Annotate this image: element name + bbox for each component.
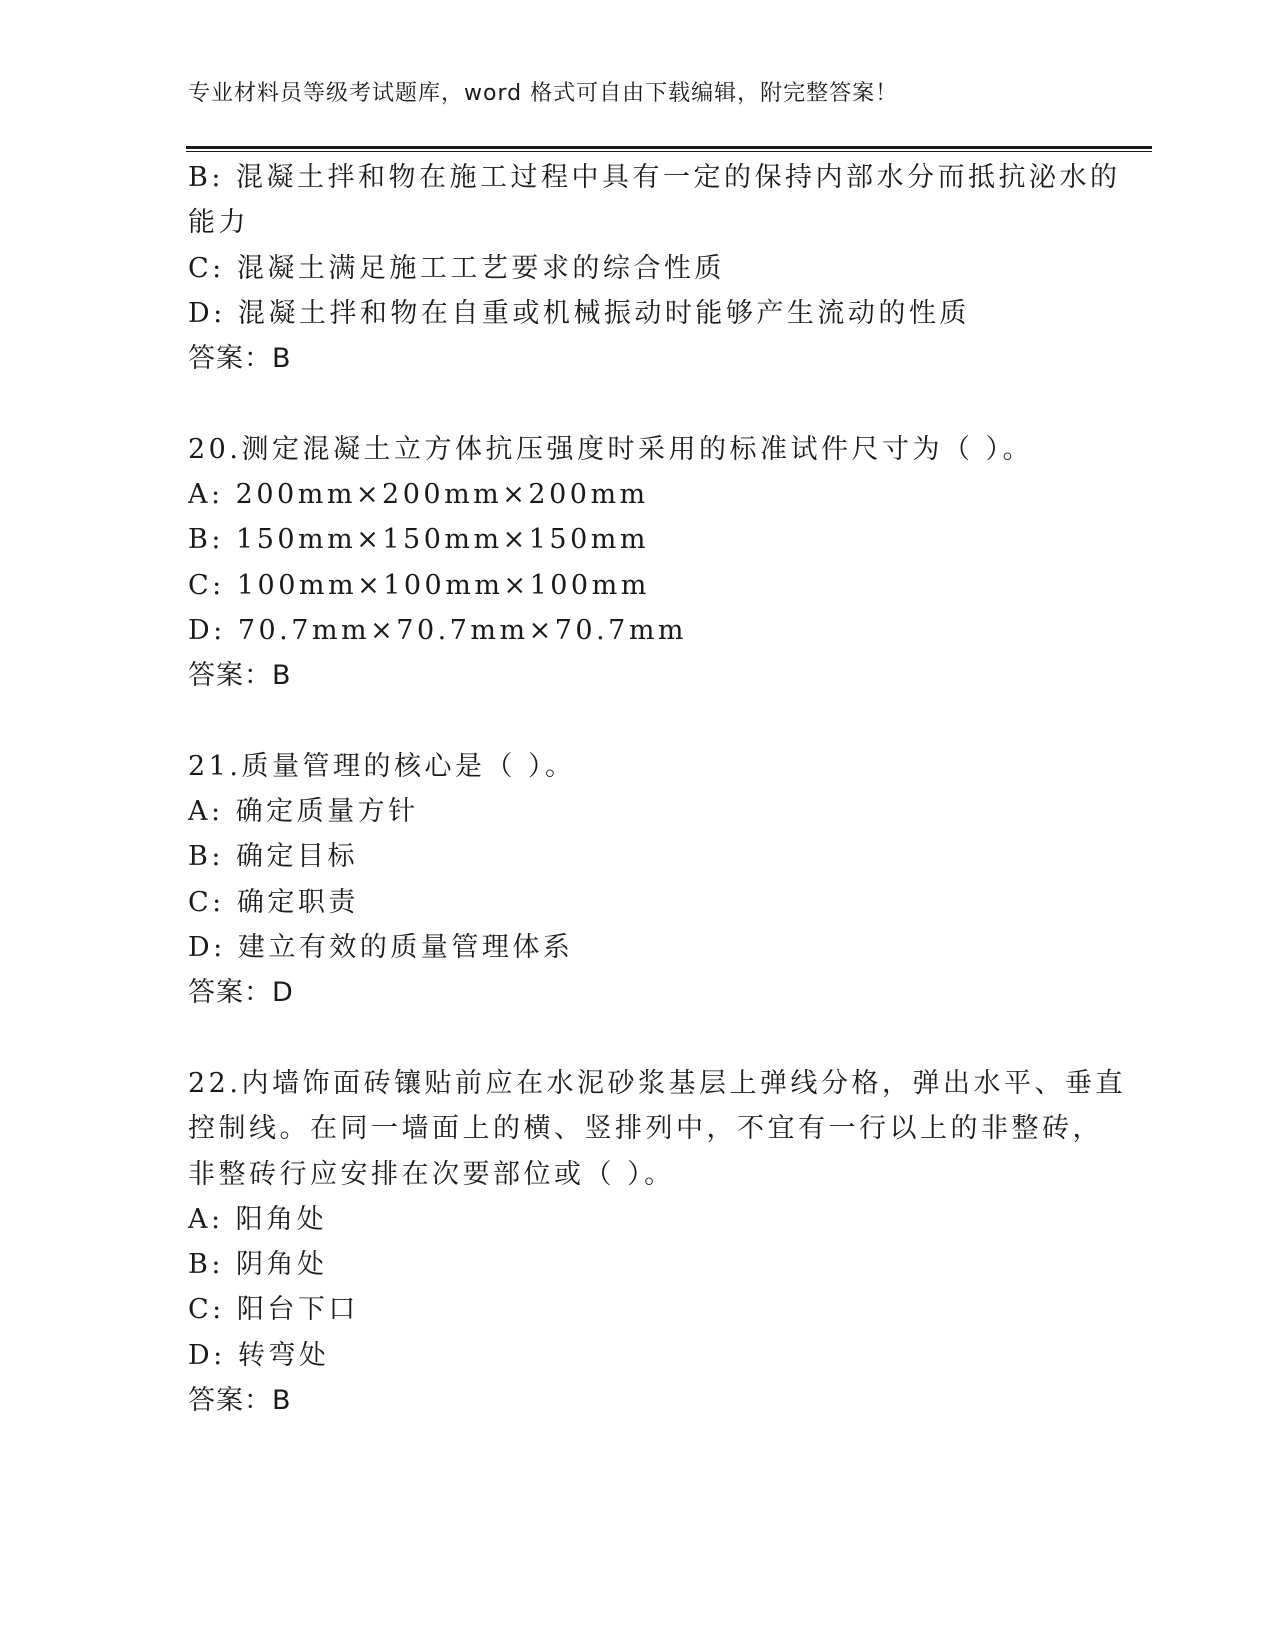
option-a: A: 阳角处 bbox=[188, 1203, 328, 1235]
option-a: A: 200mm×200mm×200mm bbox=[188, 479, 649, 511]
option-b: B: 阴角处 bbox=[188, 1249, 328, 1281]
question-block-19-continued bbox=[188, 155, 1121, 381]
option-d: D: 转弯处 bbox=[188, 1339, 330, 1371]
option-c: C: 100mm×100mm×100mm bbox=[188, 569, 650, 601]
option-b: B: 确定目标 bbox=[188, 841, 359, 873]
header-note: 专业材料员等级考试题库，word 格式可自由下载编辑，附完整答案！ bbox=[188, 81, 899, 106]
option-d: D: 70.7mm×70.7mm×70.7mm bbox=[188, 614, 688, 646]
answer-line: 答案：B bbox=[188, 660, 292, 692]
answer-line: 答案：B bbox=[188, 1385, 292, 1417]
option-b-line-2: 能力 bbox=[188, 207, 249, 239]
option-c: C: 混凝土满足施工工艺要求的综合性质 bbox=[188, 252, 725, 284]
option-b: B: 150mm×150mm×150mm bbox=[188, 524, 649, 556]
question-stem-line-3: 非整砖行应安排在次要部位或（ ）。 bbox=[188, 1158, 675, 1190]
question-block-20 bbox=[188, 427, 1088, 699]
question-stem: 20.测定混凝土立方体抗压强度时采用的标准试件尺寸为（ ）。 bbox=[188, 433, 1034, 465]
option-d: D: 建立有效的质量管理体系 bbox=[188, 932, 574, 964]
question-stem: 21.质量管理的核心是（ ）。 bbox=[188, 750, 576, 782]
header-divider bbox=[186, 146, 1152, 152]
question-stem-line-2: 控制线。在同一墙面上的横、竖排列中，不宜有一行以上的非整砖， bbox=[188, 1113, 1103, 1145]
option-b-line-1: B: 混凝土拌和物在施工过程中具有一定的保持内部水分而抵抗泌水的 bbox=[188, 162, 1121, 193]
option-c: C: 确定职责 bbox=[188, 886, 359, 918]
question-block-21 bbox=[188, 744, 1088, 1016]
question-block-22 bbox=[188, 1061, 1126, 1423]
option-c: C: 阳台下口 bbox=[188, 1294, 359, 1326]
option-a: A: 确定质量方针 bbox=[188, 796, 419, 828]
document-body bbox=[188, 155, 1126, 1423]
answer-line: 答案：D bbox=[188, 977, 294, 1009]
question-stem-line-1: 22.内墙饰面砖镶贴前应在水泥砂浆基层上弹线分格，弹出水平、垂直 bbox=[188, 1067, 1126, 1099]
answer-line: 答案：B bbox=[188, 343, 292, 375]
option-d: D: 混凝土拌和物在自重或机械振动时能够产生流动的性质 bbox=[188, 297, 970, 329]
